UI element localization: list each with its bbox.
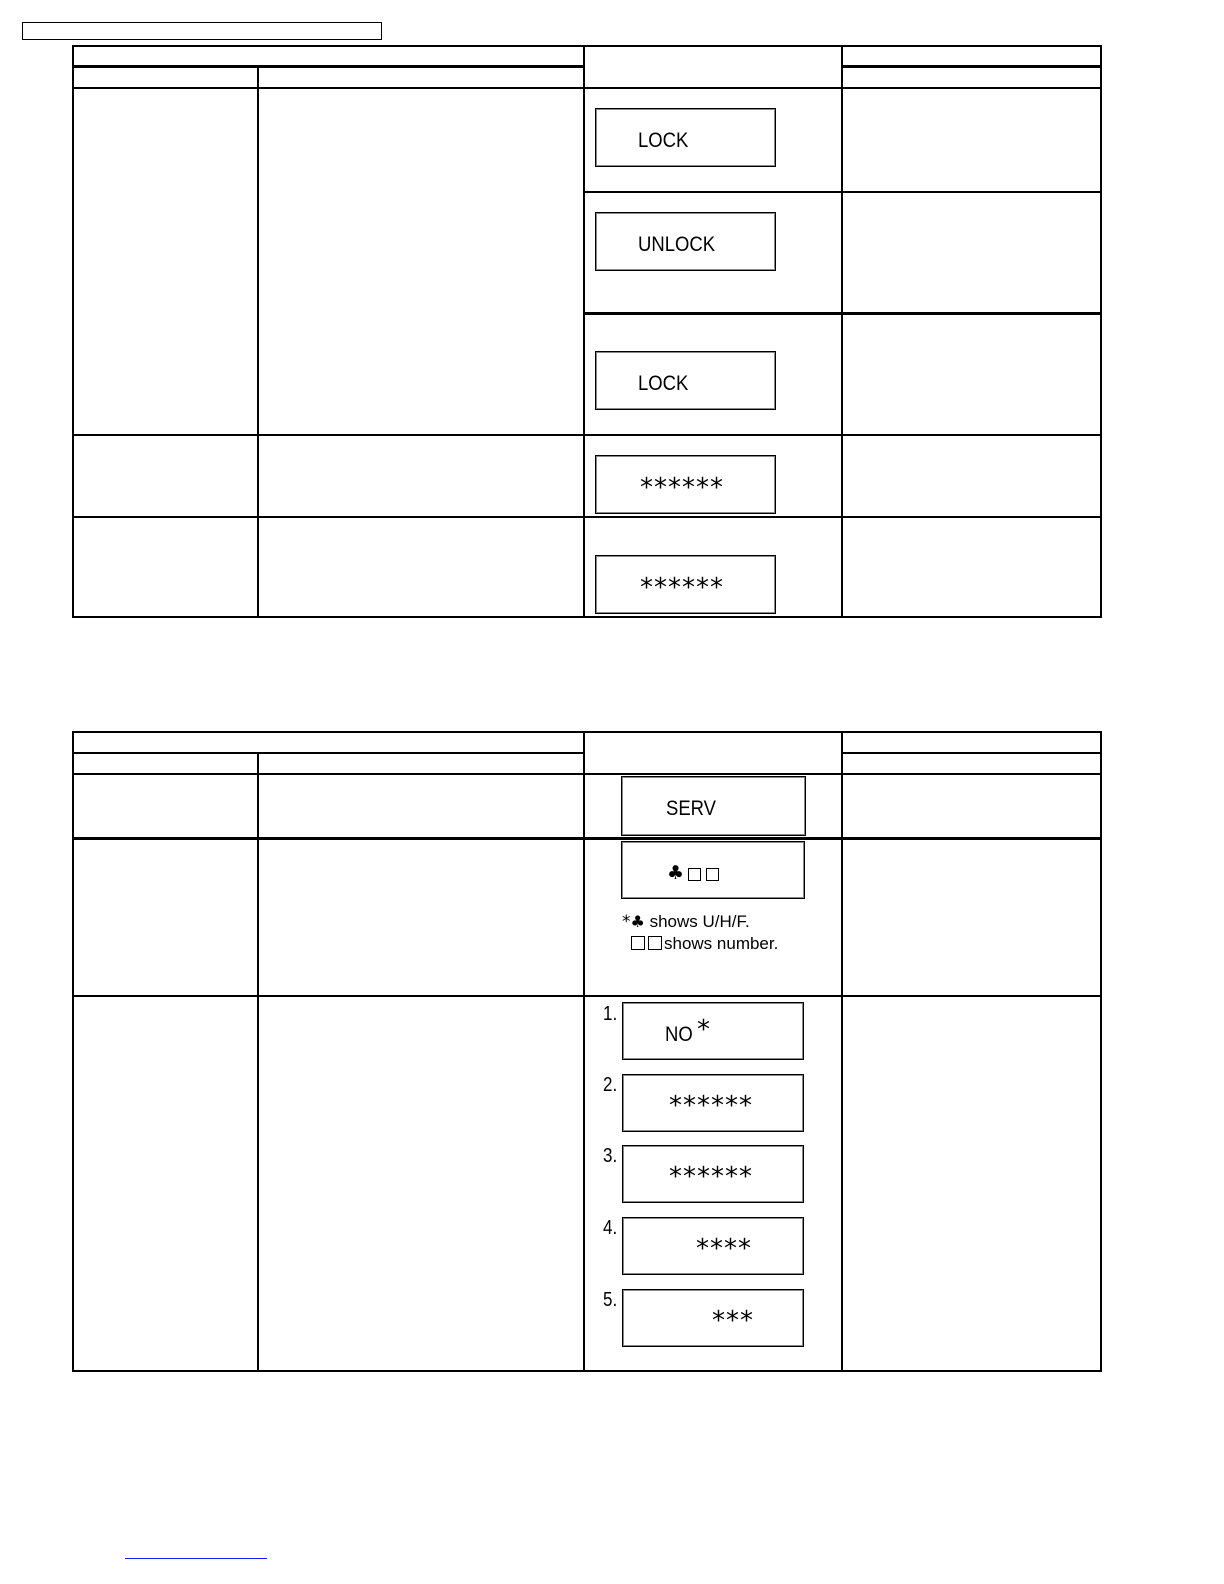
lcd-display-text: LOCK	[638, 372, 689, 395]
table-1-col-line-1	[257, 67, 259, 617]
table-2-col-line-1	[257, 752, 259, 1371]
table-2-col-line-2	[583, 731, 585, 1371]
note-line-1: shows U/H/F.	[649, 912, 750, 931]
lcd-display-stars-1	[595, 455, 776, 514]
table-1-row-line-b	[583, 312, 1102, 315]
table-2-header-line	[72, 752, 584, 754]
table-1-header-line	[72, 65, 584, 68]
table-1-row-line-c	[72, 434, 1102, 436]
lcd-display-stars-2	[595, 555, 776, 614]
square-icon	[648, 936, 662, 950]
header-box	[22, 22, 382, 40]
lcd-display-lock	[595, 108, 776, 167]
lcd-step-3	[622, 1145, 804, 1203]
lcd-display-stars: ******	[669, 1162, 753, 1192]
lcd-step-4	[622, 1217, 804, 1275]
step-number: 2.	[603, 1074, 618, 1096]
table-1-subheader-line	[72, 87, 1102, 89]
table-1-col-line-2	[583, 45, 585, 617]
lcd-display-lock-2	[595, 351, 776, 410]
lcd-step-1	[622, 1002, 804, 1060]
lcd-display-club	[621, 841, 805, 899]
lcd-display-serv	[621, 776, 806, 836]
step-number: 3.	[603, 1145, 618, 1167]
table-2-subheader-line	[72, 773, 1102, 775]
lcd-step-2	[622, 1074, 804, 1132]
lcd-display-text: NO	[665, 1023, 693, 1046]
club-icon: ♣	[667, 862, 685, 884]
square-icon	[631, 936, 645, 950]
square-note	[631, 934, 778, 954]
footer-link[interactable]	[125, 1558, 267, 1559]
lcd-display-stars: ******	[669, 1091, 753, 1121]
table-2-col-line-3	[841, 731, 843, 1371]
table-1-header-line-right	[842, 65, 1102, 68]
table-2-row-line-a	[72, 837, 1102, 840]
lcd-display-text: UNLOCK	[638, 233, 716, 256]
club-note	[622, 912, 750, 932]
lcd-display-text: SERV	[666, 797, 716, 820]
table-2-border	[72, 731, 1102, 1372]
club-icon: ♣	[630, 912, 645, 931]
lcd-display-unlock	[595, 212, 776, 271]
asterisk-icon: *	[697, 1015, 710, 1045]
table-1-col-line-3	[841, 45, 843, 617]
table-1-border	[72, 45, 1102, 618]
square-icon	[706, 868, 719, 881]
step-number: 1.	[603, 1003, 618, 1025]
table-1-row-line-a	[583, 191, 1102, 193]
note-line-2: shows number.	[664, 934, 779, 953]
square-icon	[688, 868, 701, 881]
table-2-header-line-right	[842, 752, 1102, 754]
lcd-step-5	[622, 1289, 804, 1347]
lcd-display-stars: ***	[712, 1306, 754, 1336]
step-number: 4.	[603, 1217, 618, 1239]
lcd-display-stars: ******	[640, 473, 724, 503]
table-2-row-line-b	[72, 995, 1102, 997]
lcd-display-stars: ******	[640, 573, 724, 603]
lcd-display-stars: ****	[696, 1234, 752, 1264]
note-asterisk: *	[622, 912, 631, 932]
lcd-display-text: LOCK	[638, 129, 689, 152]
table-1-row-line-d	[72, 516, 1102, 518]
step-number: 5.	[603, 1289, 618, 1311]
